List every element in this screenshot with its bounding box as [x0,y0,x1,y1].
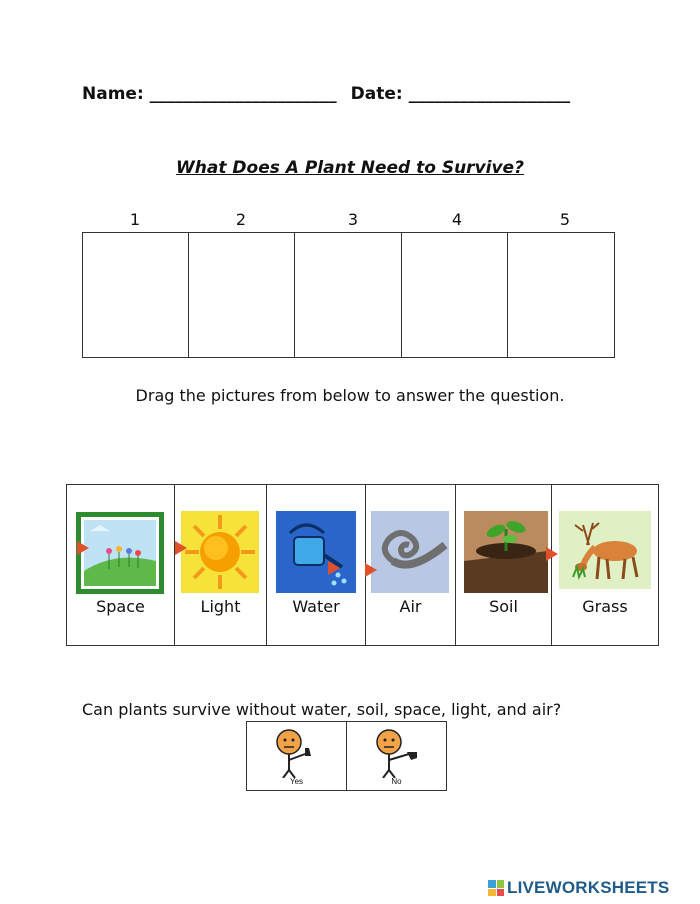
card-label-air: Air [399,597,422,616]
deer-eating-grass-icon [565,511,645,591]
survival-question: Can plants survive without water, soil, space, light, and air? [82,700,562,719]
drag-instruction: Drag the pictures from below to answer the question. [135,386,565,405]
draggable-card-light[interactable] [175,485,267,645]
box-number-3: 3 [347,210,359,229]
card-label-light: Light [200,597,241,616]
thumbs-up-person-icon [269,726,329,778]
drop-box-4[interactable] [402,233,508,357]
picture-bank [66,484,659,646]
card-label-soil: Soil [489,597,518,616]
no-option[interactable] [347,722,446,790]
liveworksheets-logo [488,878,669,898]
drop-box-5[interactable] [508,233,614,357]
draggable-card-air[interactable] [366,485,456,645]
box-number-5: 5 [559,210,571,229]
logo-text: LIVEWORKSHEETS [507,878,670,897]
card-label-space: Space [96,597,145,616]
name-field-label[interactable]: Name: ______________________ [82,84,337,104]
yes-label: Yes [289,777,304,786]
header-line [82,84,570,104]
sun-icon [181,511,261,591]
no-label: No [391,777,402,786]
yes-no-choice [246,721,447,791]
draggable-card-space[interactable] [67,485,175,645]
thumbs-down-person-icon [369,726,429,778]
date-field-label[interactable]: Date: ___________________ [350,84,571,104]
meadow-picture-icon [81,511,161,591]
box-number-1: 1 [129,210,141,229]
drop-box-3[interactable] [295,233,401,357]
box-number-2: 2 [235,210,247,229]
drop-box-1[interactable] [83,233,189,357]
seedling-soil-icon [464,511,544,591]
yes-option[interactable] [247,722,347,790]
wind-swirl-icon [371,511,451,591]
draggable-card-water[interactable] [267,485,366,645]
box-number-4: 4 [451,210,463,229]
logo-mark-icon [488,880,504,896]
worksheet-title: What Does A Plant Need to Survive? [176,158,524,178]
answer-drop-table [82,232,615,358]
watering-can-icon [276,511,356,591]
drop-box-2[interactable] [189,233,295,357]
card-label-water: Water [292,597,340,616]
draggable-card-soil[interactable] [456,485,552,645]
card-label-grass: Grass [582,597,628,616]
draggable-card-grass[interactable] [552,485,658,645]
